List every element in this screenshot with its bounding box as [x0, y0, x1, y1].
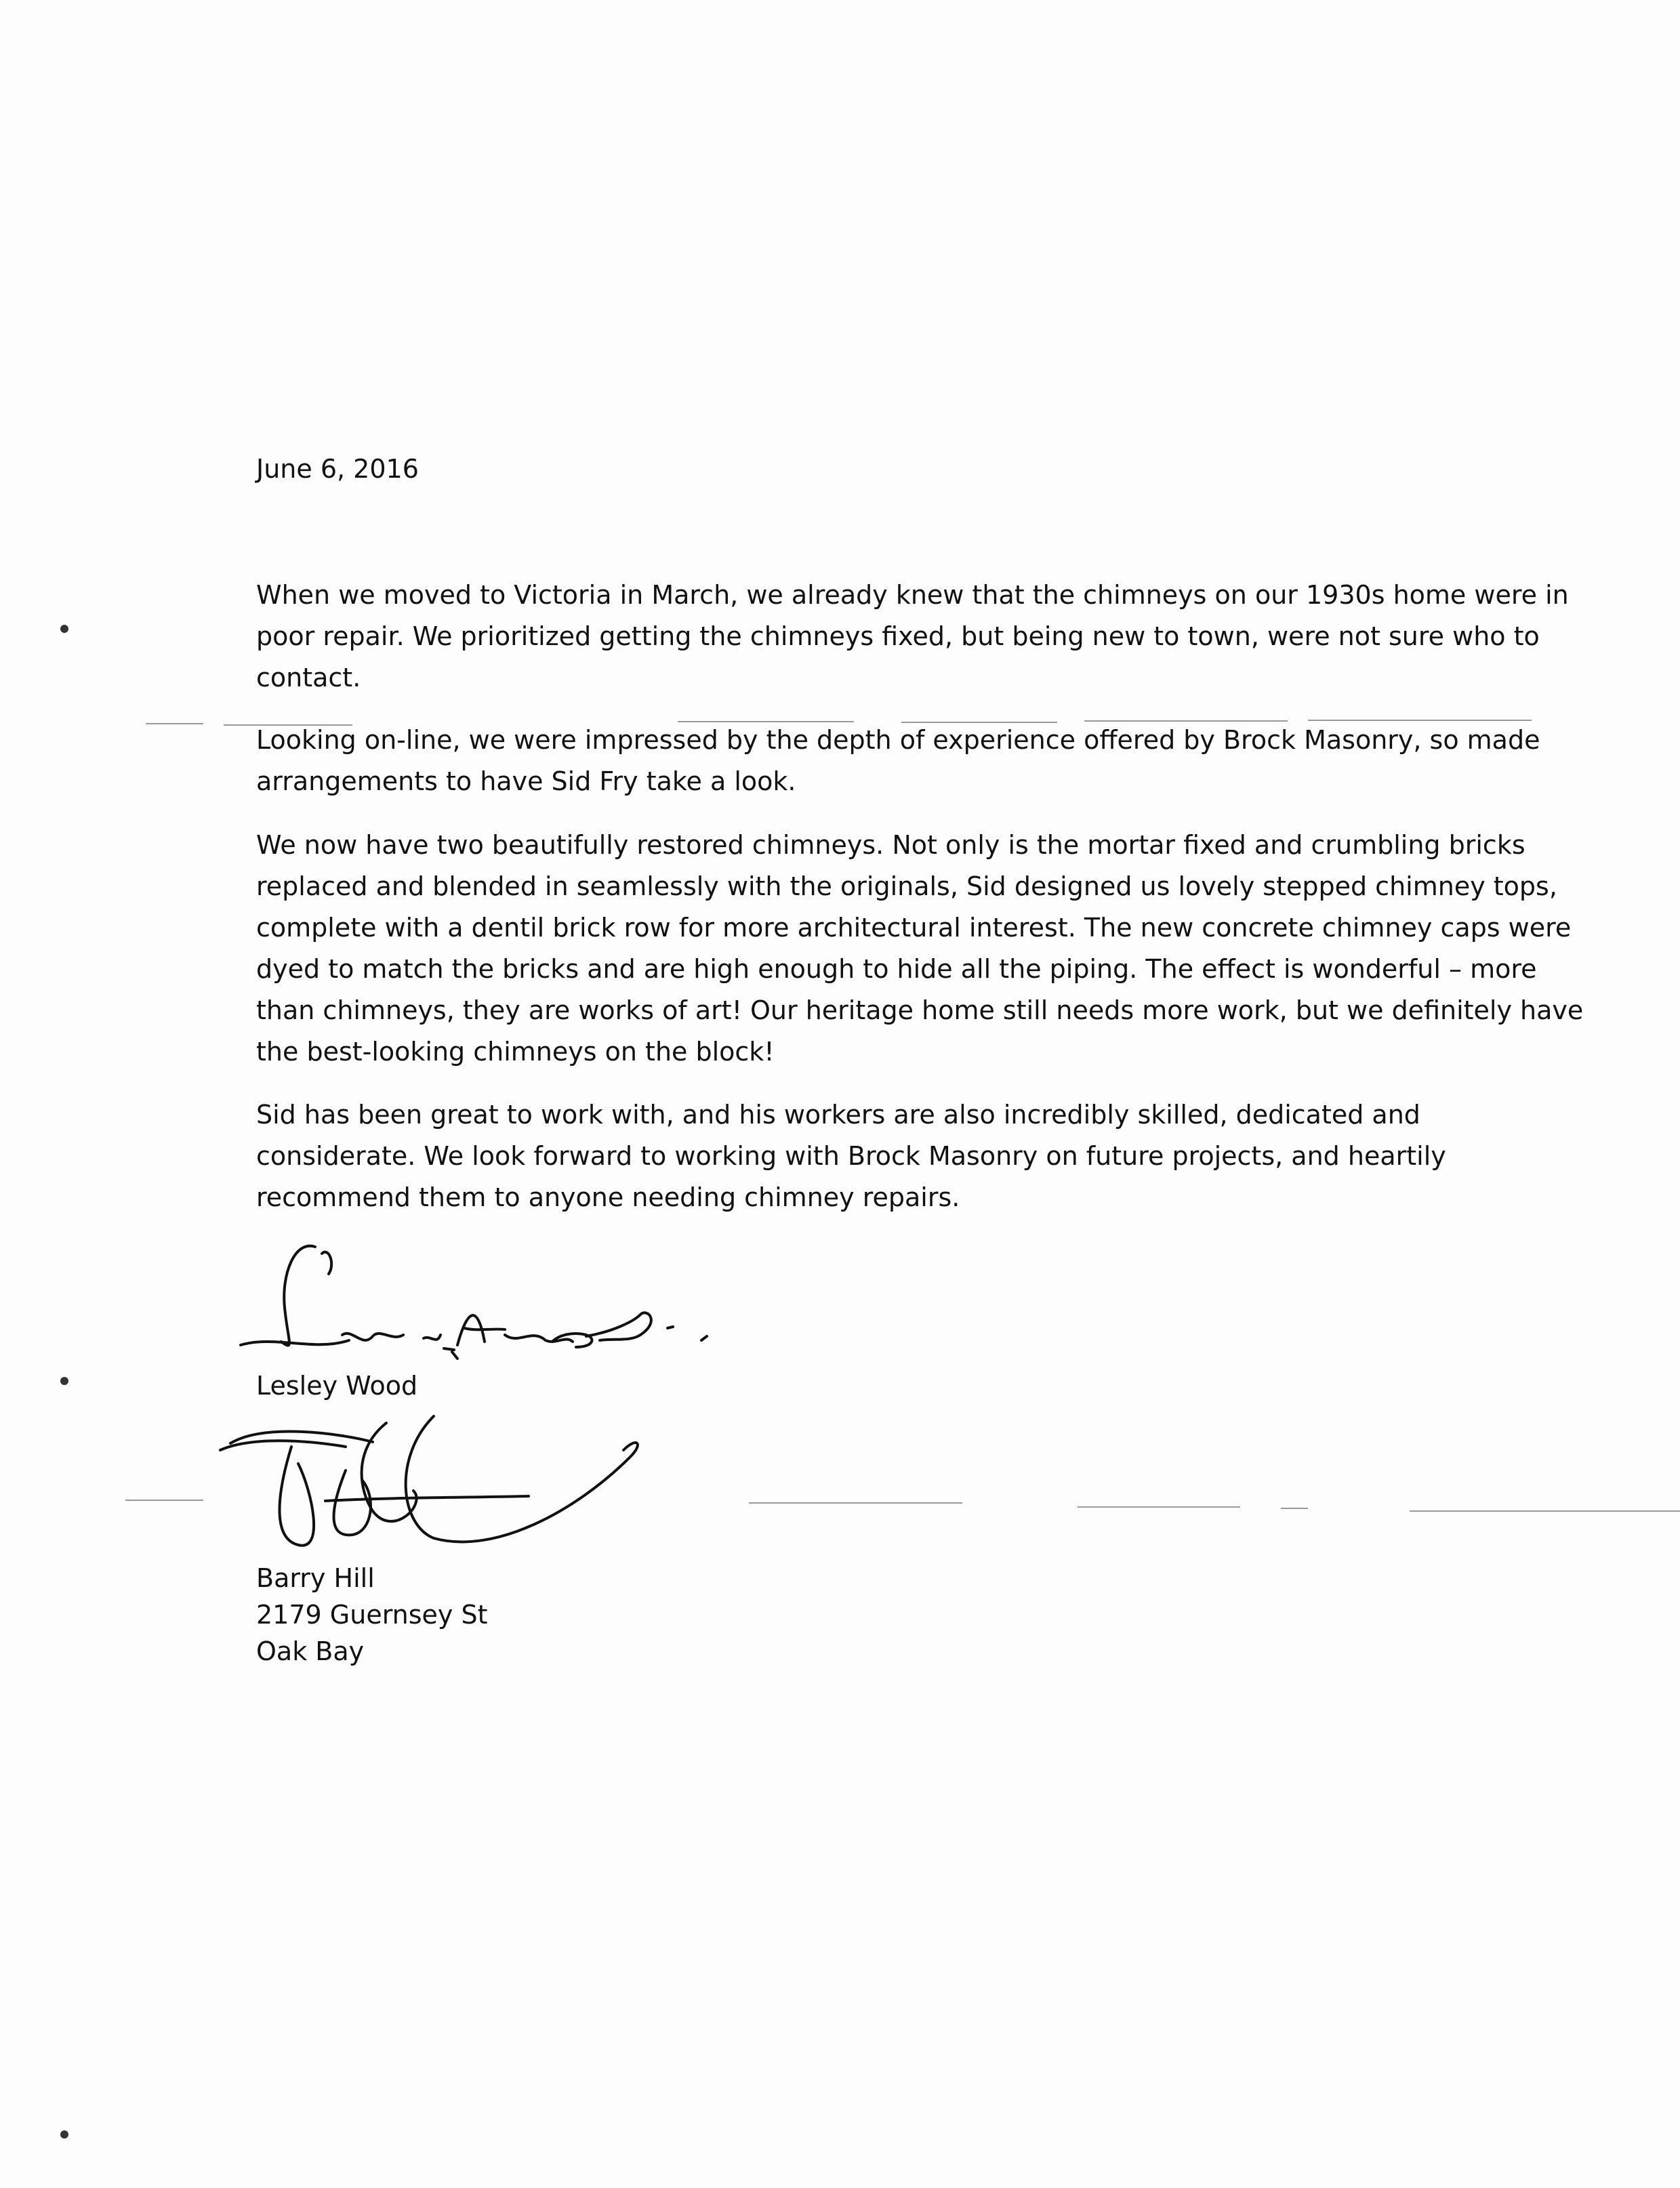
paragraph-2: Looking on-line, we were impressed by the depth of experience offered by Brock Masonry, so made arrangements to have Sid Fry take a look. [256, 725, 1540, 796]
address-city: Oak Bay [256, 1636, 365, 1666]
signer-name-2: Barry Hill [256, 1563, 375, 1593]
signer-name-1: Lesley Wood [256, 1371, 418, 1401]
signature-lesley-wood [234, 1233, 762, 1376]
paragraph-1: When we moved to Victoria in March, we already knew that the chimneys on our 1930s home were in poor repair. We prioritized getting the chimneys fixed, but being new to town, were not sure who to contact. [256, 580, 1569, 693]
address-street: 2179 Guernsey St [256, 1600, 488, 1630]
paragraph-3: We now have two beautifully restored chimneys. Not only is the mortar fixed and crumbling bricks replaced and blended in seamlessly with the originals, Sid designed us lovely stepped chimney tops, complete with a dentil brick row for more architectural interest. The new concrete chimney caps were dyed to match the bricks and are high enough to hide all the piping. The effect is wonderful – more than chimneys, they are works of art! Our heritage home still needs more work, but we definitely have the best-looking chimneys on the block! [256, 830, 1584, 1067]
signature-barry-hill [210, 1409, 651, 1565]
paragraph-4: Sid has been great to work with, and his workers are also incredibly skilled, dedicated and considerate. We look forward to working with Brock Masonry on future projects, and heartily recommend them to anyone needing chimney repairs. [256, 1100, 1446, 1212]
letter-date: June 6, 2016 [256, 454, 419, 484]
